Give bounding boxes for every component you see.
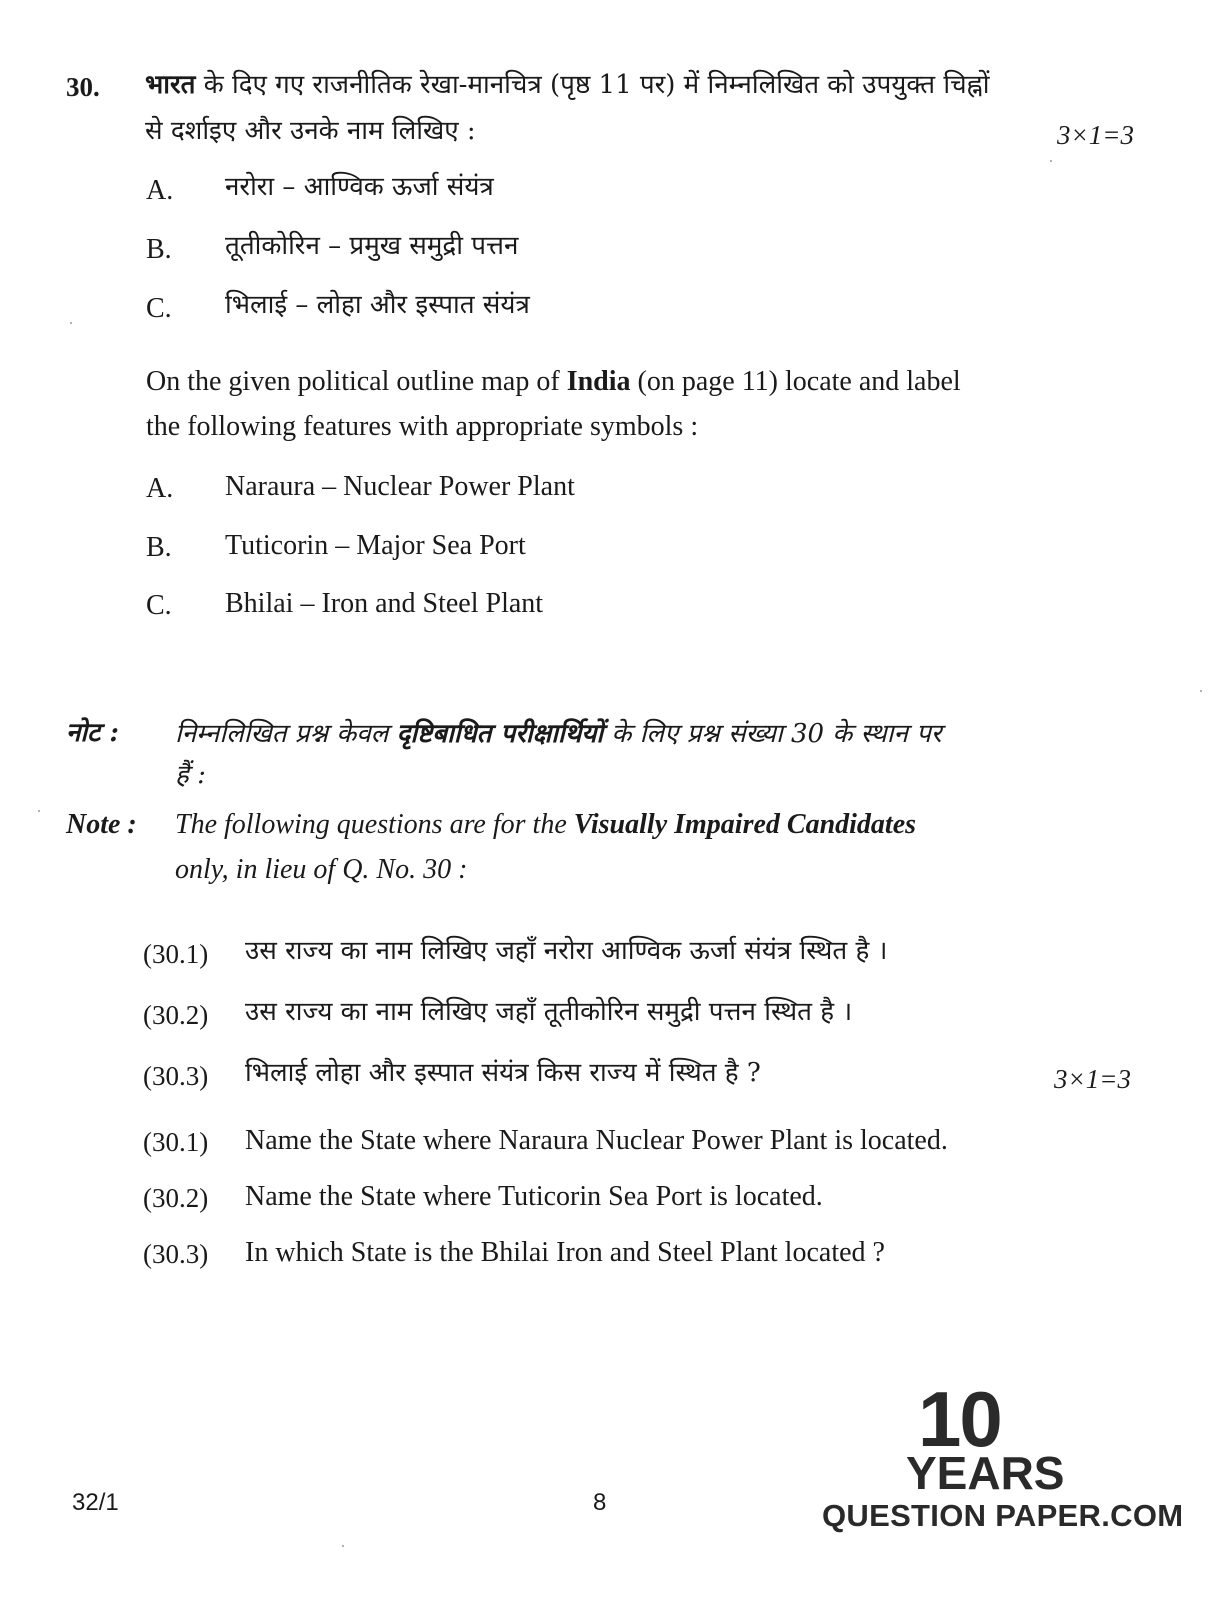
note-hindi-bold: दृष्टिबाधित परीक्षार्थियों — [396, 719, 604, 749]
sub-question-number: (30.1) — [143, 1127, 209, 1157]
english-intro-part-2: (on page 11) locate and label — [630, 366, 961, 397]
sub-question-number: (30.3) — [143, 1239, 209, 1269]
sub-question-number: (30.1) — [143, 939, 209, 969]
sub-question-number: (30.2) — [143, 1000, 209, 1030]
note-hindi-label: नोट : — [66, 718, 119, 748]
hindi-item-letter: B. — [146, 234, 172, 265]
hindi-item-letter: C. — [146, 293, 172, 324]
hindi-intro-text: के दिए गए राजनीतिक रेखा-मानचित्र (पृष्ठ 11 पर) में निम्नलिखित को उपयुक्त चिह्नों — [195, 70, 990, 100]
english-item-letter: A. — [146, 473, 174, 504]
english-intro-line-2: the following features with appropriate symbols : — [146, 411, 699, 442]
sub-question-hindi: भिलाई लोहा और इस्पात संयंत्र किस राज्य में स्थित है ? — [245, 1058, 761, 1088]
hindi-intro-line-1 — [145, 72, 990, 98]
note-hindi-part-2: के लिए प्रश्न संख्या 30 के स्थान पर — [603, 719, 942, 749]
watermark-number: 10 — [918, 1375, 1001, 1463]
english-intro-part-1: On the given political outline map of — [146, 366, 567, 397]
watermark-logo — [820, 1375, 1184, 1580]
sub-question-hindi: उस राज्य का नाम लिखिए जहाँ तूतीकोरिन समुद्री पत्तन स्थित है । — [245, 997, 853, 1027]
english-intro-line-1 — [146, 368, 961, 396]
hindi-intro-bold: भारत — [145, 70, 196, 100]
scan-speck — [1200, 690, 1202, 692]
marks-sub-questions: 3×1=3 — [1054, 1064, 1131, 1094]
english-intro-bold: India — [566, 366, 631, 397]
note-english-line-1 — [175, 811, 916, 839]
sub-question-number: (30.2) — [143, 1183, 209, 1213]
marks-q30: 3×1=3 — [1057, 120, 1134, 150]
hindi-item-text: तूतीकोरिन – प्रमुख समुद्री पत्तन — [225, 231, 519, 261]
english-item-text: Naraura – Nuclear Power Plant — [225, 471, 575, 502]
note-english-label: Note : — [66, 809, 137, 840]
scan-speck — [342, 1545, 344, 1547]
note-english-bold: Visually Impaired Candidates — [573, 809, 917, 840]
english-item-letter: B. — [146, 532, 172, 563]
watermark-years: YEARS — [906, 1447, 1065, 1499]
english-item-text: Tuticorin – Major Sea Port — [225, 530, 526, 561]
english-item-letter: C. — [146, 590, 172, 621]
note-english-part-1: The following questions are for the — [175, 809, 574, 840]
english-item-text: Bhilai – Iron and Steel Plant — [225, 588, 544, 619]
note-hindi-line-2: हैं : — [175, 760, 206, 790]
scan-speck — [1050, 160, 1052, 162]
hindi-item-text: भिलाई – लोहा और इस्पात संयंत्र — [225, 290, 530, 320]
paper-code: 32/1 — [72, 1489, 119, 1516]
sub-question-english: In which State is the Bhilai Iron and Steel Plant located ? — [245, 1237, 885, 1268]
hindi-item-text: नरोरा – आण्विक ऊर्जा संयंत्र — [225, 172, 494, 202]
sub-question-english: Name the State where Tuticorin Sea Port is located. — [245, 1181, 823, 1212]
note-english-line-2: only, in lieu of Q. No. 30 : — [175, 854, 468, 885]
scan-speck — [38, 810, 40, 812]
scan-speck — [70, 322, 72, 324]
sub-question-number: (30.3) — [143, 1061, 209, 1091]
question-number: 30. — [66, 72, 100, 102]
note-hindi-part-1: निम्नलिखित प्रश्न केवल — [175, 719, 397, 749]
hindi-item-letter: A. — [146, 175, 174, 206]
hindi-intro-line-2: से दर्शाइए और उनके नाम लिखिए : — [145, 116, 476, 146]
watermark-site: QUESTION PAPER.COM — [822, 1498, 1184, 1533]
sub-question-hindi: उस राज्य का नाम लिखिए जहाँ नरोरा आण्विक ऊर्जा संयंत्र स्थित है । — [245, 936, 888, 966]
note-hindi-line-1 — [175, 721, 942, 747]
page-number: 8 — [593, 1489, 607, 1516]
sub-question-english: Name the State where Naraura Nuclear Power Plant is located. — [245, 1125, 948, 1156]
